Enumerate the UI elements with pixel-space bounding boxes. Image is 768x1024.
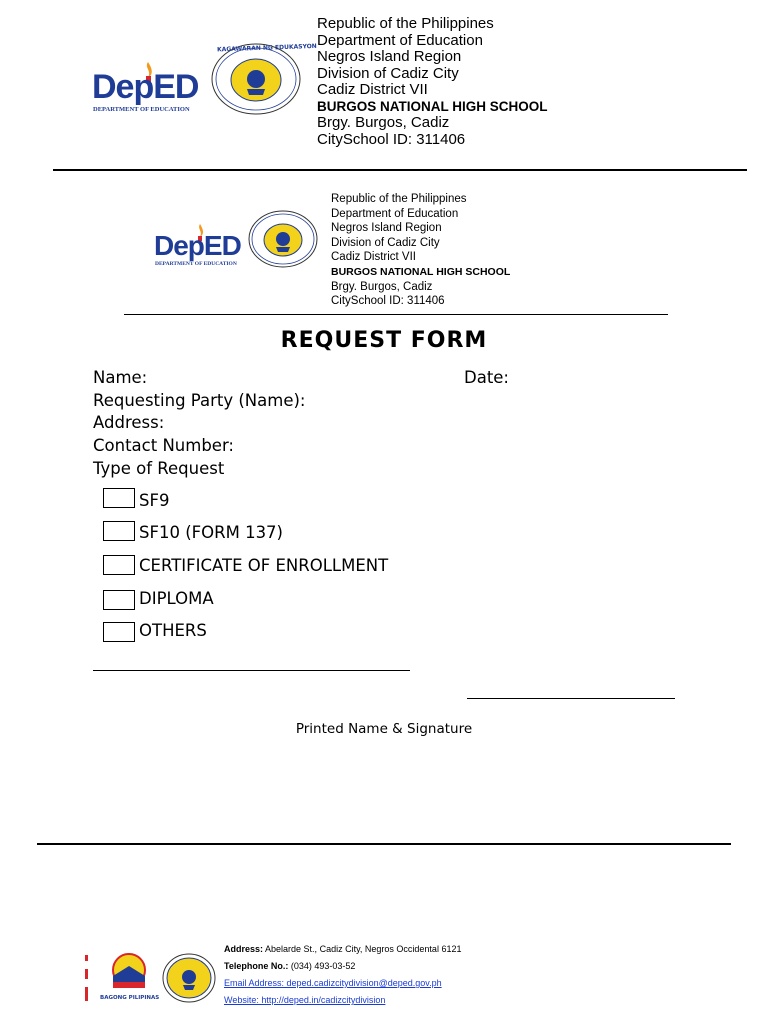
option-sf10: SF10 (FORM 137) <box>139 523 283 542</box>
seal-inner <box>248 210 318 268</box>
inner-header-divider <box>124 314 668 315</box>
address-value: Abelarde St., Cadiz City, Negros Occidental 6121 <box>265 944 462 954</box>
checkbox-certificate-of-enrollment[interactable] <box>103 555 135 575</box>
header-line: Department of Education <box>331 207 459 220</box>
header-line: Division of Cadiz City <box>317 64 459 82</box>
checkbox-diploma[interactable] <box>103 590 135 610</box>
email-link[interactable]: Email Address: deped.cadizcitydivision@deped.gov.ph <box>224 978 442 988</box>
name-label: Name: <box>93 368 148 387</box>
deped-wordmark: DepED <box>92 68 199 106</box>
checkbox-sf10[interactable] <box>103 521 135 541</box>
deped-subtext: DEPARTMENT OF EDUCATION <box>155 261 237 267</box>
header-divider <box>53 169 747 171</box>
header-line: CitySchool ID: 311406 <box>317 130 466 148</box>
footer-contact <box>224 941 461 1009</box>
school-name: BURGOS NATIONAL HIGH SCHOOL <box>317 98 548 114</box>
type-of-request-label: Type of Request <box>93 459 225 478</box>
red-edge-mark <box>85 955 89 1003</box>
others-specify-line[interactable] <box>93 670 410 671</box>
header-line: Cadiz District VII <box>317 81 428 98</box>
deped-logo-inner <box>154 222 254 272</box>
signature-line[interactable] <box>467 698 675 699</box>
header-line: Negros Island Region <box>331 222 442 235</box>
address-label: Address: <box>224 944 264 954</box>
seal-arc-text: KAGAWARAN NG EDUKASYON <box>216 42 317 54</box>
header-line: Cadiz District VII <box>331 251 416 264</box>
header-line: Republic of the Philippines <box>317 15 494 32</box>
website-link[interactable]: Website: http://deped.in/cadizcitydivision <box>224 995 386 1005</box>
option-certificate-of-enrollment: CERTIFICATE OF ENROLLMENT <box>139 556 389 575</box>
contact-number-label: Contact Number: <box>93 436 234 455</box>
header-line: CitySchool ID: 311406 <box>331 295 445 308</box>
address-label: Address: <box>93 413 165 432</box>
header-line: Republic of the Philippines <box>331 193 467 205</box>
header-inner-text <box>331 192 510 309</box>
bagong-pilipinas-logo <box>100 952 158 1004</box>
option-others: OTHERS <box>139 621 207 640</box>
deped-subtext: DEPARTMENT OF EDUCATION <box>93 106 190 113</box>
checkbox-others[interactable] <box>103 622 135 642</box>
deped-logo-top <box>92 58 214 118</box>
option-diploma: DIPLOMA <box>139 589 214 608</box>
deped-wordmark: DepED <box>154 230 241 261</box>
header-top-text <box>317 16 548 148</box>
requesting-party-label: Requesting Party (Name): <box>93 391 306 410</box>
form-title: REQUEST FORM <box>280 328 488 353</box>
header-line: Department of Education <box>317 31 483 49</box>
seal-footer <box>162 953 216 1003</box>
footer-divider <box>37 843 731 845</box>
header-line: Brgy. Burgos, Cadiz <box>331 280 433 293</box>
header-line: Division of Cadiz City <box>331 236 440 249</box>
option-sf9: SF9 <box>139 491 170 510</box>
telephone-label: Telephone No.: <box>224 961 289 971</box>
school-name: BURGOS NATIONAL HIGH SCHOOL <box>331 265 511 278</box>
telephone-value: (034) 493-03-52 <box>290 961 356 971</box>
bagong-pilipinas-text: BAGONG PILIPINAS <box>100 995 160 1001</box>
signature-caption: Printed Name & Signature <box>295 721 473 737</box>
header-line: Brgy. Burgos, Cadiz <box>317 114 450 131</box>
checkbox-sf9[interactable] <box>103 488 135 508</box>
date-label: Date: <box>464 368 509 387</box>
header-line: Negros Island Region <box>317 48 462 65</box>
seal-top <box>211 42 317 115</box>
